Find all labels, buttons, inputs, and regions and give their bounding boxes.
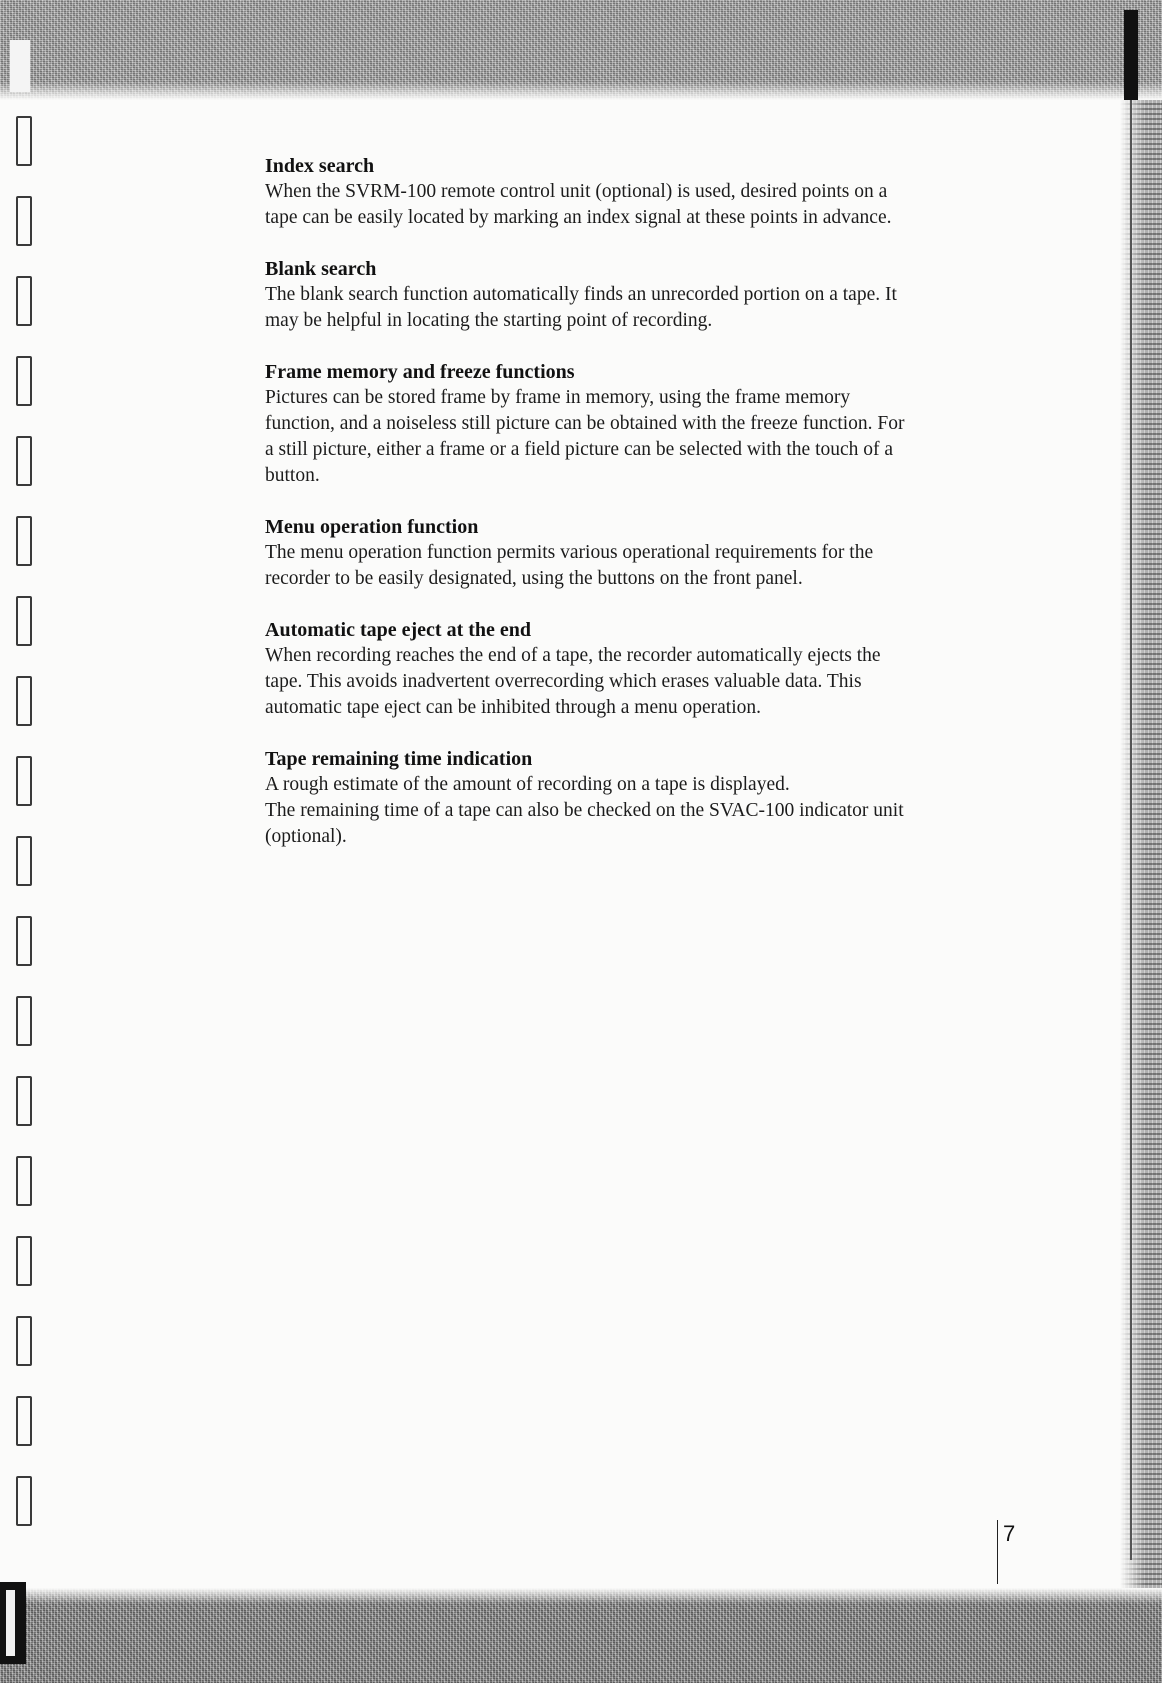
- section-heading: Blank search: [265, 258, 377, 280]
- section-line: a still picture, either a frame or a field picture can be selected with the touch of a: [265, 439, 894, 460]
- binder-ring: [16, 356, 32, 406]
- binder-ring: [16, 516, 32, 566]
- section-line: may be helpful in locating the starting point of recording.: [265, 310, 713, 331]
- binder-ring: [16, 1156, 32, 1206]
- section-line: The blank search function automatically finds an unrecorded portion on a tape. It: [265, 284, 897, 305]
- binder-rings: [0, 0, 50, 1683]
- binder-ring: [16, 756, 32, 806]
- page-content: [265, 153, 1005, 875]
- section-line: A rough estimate of the amount of recording on a tape is displayed.: [265, 774, 790, 795]
- section-heading: Frame memory and freeze functions: [265, 361, 575, 383]
- section-line: button.: [265, 465, 320, 486]
- scan-right-edge-line: [1130, 100, 1132, 1560]
- binder-ring: [16, 996, 32, 1046]
- section-heading: Menu operation function: [265, 516, 479, 538]
- section-line: recorder to be easily designated, using the buttons on the front panel.: [265, 568, 803, 589]
- section-frame-memory: [265, 359, 1005, 489]
- binder-ring: [16, 676, 32, 726]
- section-heading: Index search: [265, 155, 375, 177]
- scan-top-edge: [0, 0, 1162, 100]
- binder-ring: [16, 196, 32, 246]
- section-index-search: [265, 153, 1005, 231]
- binder-ring: [16, 1396, 32, 1446]
- page-number-rule: [997, 1520, 998, 1584]
- section-blank-search: [265, 256, 1005, 334]
- section-line: When the SVRM-100 remote control unit (optional) is used, desired points on a: [265, 181, 888, 202]
- binder-ring: [16, 276, 32, 326]
- section-line: Pictures can be stored frame by frame in memory, using the frame memory: [265, 387, 851, 408]
- section-line: tape can be easily located by marking an index signal at these points in advance.: [265, 207, 892, 228]
- binder-ring: [16, 1476, 32, 1526]
- page-number: 7: [1003, 1521, 1016, 1546]
- binder-ring: [16, 916, 32, 966]
- section-line: When recording reaches the end of a tape, the recorder automatically ejects the: [265, 645, 881, 666]
- binder-ring: [16, 1316, 32, 1366]
- binder-ring: [16, 436, 32, 486]
- section-menu-operation: [265, 514, 1005, 592]
- binder-ring: [16, 1236, 32, 1286]
- scan-bottom-edge: [0, 1588, 1162, 1683]
- binder-ring: [16, 1076, 32, 1126]
- section-remaining-time: [265, 746, 1005, 850]
- section-auto-eject: [265, 617, 1005, 721]
- section-line: automatic tape eject can be inhibited through a menu operation.: [265, 697, 761, 718]
- section-line: The remaining time of a tape can also be checked on the SVAC-100 indicator unit: [265, 800, 904, 821]
- section-line: tape. This avoids inadvertent overrecording which erases valuable data. This: [265, 671, 862, 692]
- section-heading: Automatic tape eject at the end: [265, 619, 532, 641]
- scan-right-edge: [1120, 100, 1162, 1590]
- section-line: The menu operation function permits various operational requirements for the: [265, 542, 874, 563]
- binder-ring: [16, 116, 32, 166]
- section-line: function, and a noiseless still picture can be obtained with the freeze function. For: [265, 413, 905, 434]
- binder-ring: [16, 836, 32, 886]
- section-line: (optional).: [265, 826, 347, 847]
- binder-ring: [16, 596, 32, 646]
- scan-top-right-mark: [1124, 10, 1138, 100]
- section-heading: Tape remaining time indication: [265, 748, 533, 770]
